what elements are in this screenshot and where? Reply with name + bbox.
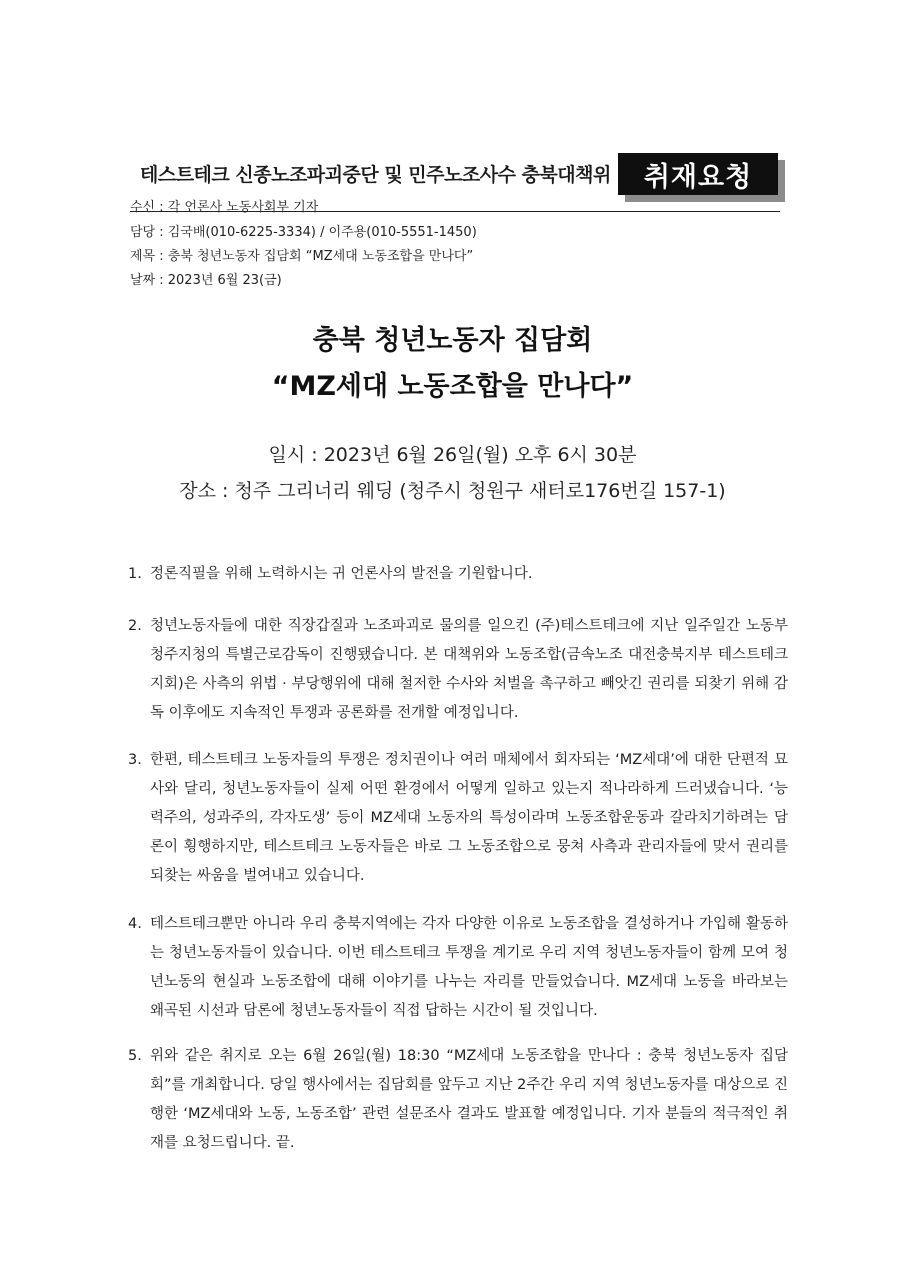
recipient-line: 수신 : 각 언론사 노동사회부 기자	[130, 200, 319, 215]
date-line: 날짜 : 2023년 6월 23(금)	[130, 273, 282, 288]
list-item	[128, 1042, 788, 1158]
list-item	[128, 560, 788, 589]
title-line-2: “MZ세대 노동조합을 만나다”	[271, 371, 634, 402]
list-item	[128, 746, 788, 891]
item-text: 청년노동자들에 대한 직장갑질과 노조파괴로 물의를 일으킨 (주)테스트테크에 지난 일주일간 노동부 청주지청의 특별근로감독이 진행됐습니다. 본 대책위와 노동조합(금속노조 대전충북지부 테스트테크지회)은 사측의 위법 · 부당행위에 대해 철저한 수사와 처벌을 촉구하고 빼앗긴 권리를 되찾기 위해 감독 이후에도 지속적인 투쟁과 공론화를 전개할 예정입니다.	[150, 618, 788, 721]
press-request-badge: 취재요청	[618, 153, 778, 195]
title-line-1: 충북 청년노동자 집담회	[312, 325, 593, 356]
item-text: 테스트테크뿐만 아니라 우리 충북지역에는 각자 다양한 이유로 노동조합을 결성하거나 가입해 활동하는 청년노동자들이 있습니다. 이번 테스트테크 투쟁을 계기로 우리 지역 청년노동자들이 함께 모여 청년노동의 현실과 노동조합에 대해 이야기를 나누는 자리를 만들었습니다. MZ세대 노동을 바라보는 왜곡된 시선과 담론에 청년노동자들이 직접 답하는 시간이 될 것입니다.	[150, 916, 788, 1019]
item-number: 1.	[128, 566, 142, 582]
item-text: 정론직필을 위해 노력하시는 귀 언론사의 발전을 기원합니다.	[150, 566, 533, 582]
item-number: 4.	[128, 916, 142, 932]
item-number: 3.	[128, 752, 142, 768]
list-item	[128, 612, 788, 728]
subject-line: 제목 : 충북 청년노동자 집담회 “MZ세대 노동조합을 만나다”	[130, 249, 474, 264]
contact-line: 담당 : 김국배(010-6225-3334) / 이주용(010-5551-1450)	[130, 225, 477, 240]
organization-name: 테스트테크 신종노조파괴중단 및 민주노조사수 충북대책위	[140, 164, 611, 186]
item-number: 5.	[128, 1048, 142, 1064]
item-text: 한편, 테스트테크 노동자들의 투쟁은 정치권이나 여러 매체에서 회자되는 ‘MZ세대’에 대한 단편적 묘사와 달리, 청년노동자들이 실제 어떤 환경에서 어떻게 일하고 있는지 적나라하게 드러냈습니다. ‘능력주의, 성과주의, 각자도생’ 등이 MZ세대 노동자의 특성이라며 노동조합운동과 갈라치기하려는 담론이 횡행하지만, 테스트테크 노동자들은 바로 그 노동조합으로 뭉쳐 사측과 관리자들에 맞서 권리를 되찾는 싸움을 벌여내고 있습니다.	[150, 752, 788, 884]
item-number: 2.	[128, 618, 142, 634]
event-location: 장소 : 청주 그리너리 웨딩 (청주시 청원구 새터로176번길 157-1)	[179, 480, 726, 502]
event-datetime: 일시 : 2023년 6월 26일(월) 오후 6시 30분	[268, 444, 637, 466]
item-text: 위와 같은 취지로 오는 6월 26일(월) 18:30 “MZ세대 노동조합을 만나다 : 충북 청년노동자 집담회”를 개최합니다. 당일 행사에서는 집담회를 앞두고 지난 2주간 우리 지역 청년노동자를 대상으로 진행한 ‘MZ세대와 노동, 노동조합’ 관련 설문조사 결과도 발표할 예정입니다. 기자 분들의 적극적인 취재를 요청드립니다. 끝.	[150, 1048, 788, 1151]
list-item	[128, 910, 788, 1026]
